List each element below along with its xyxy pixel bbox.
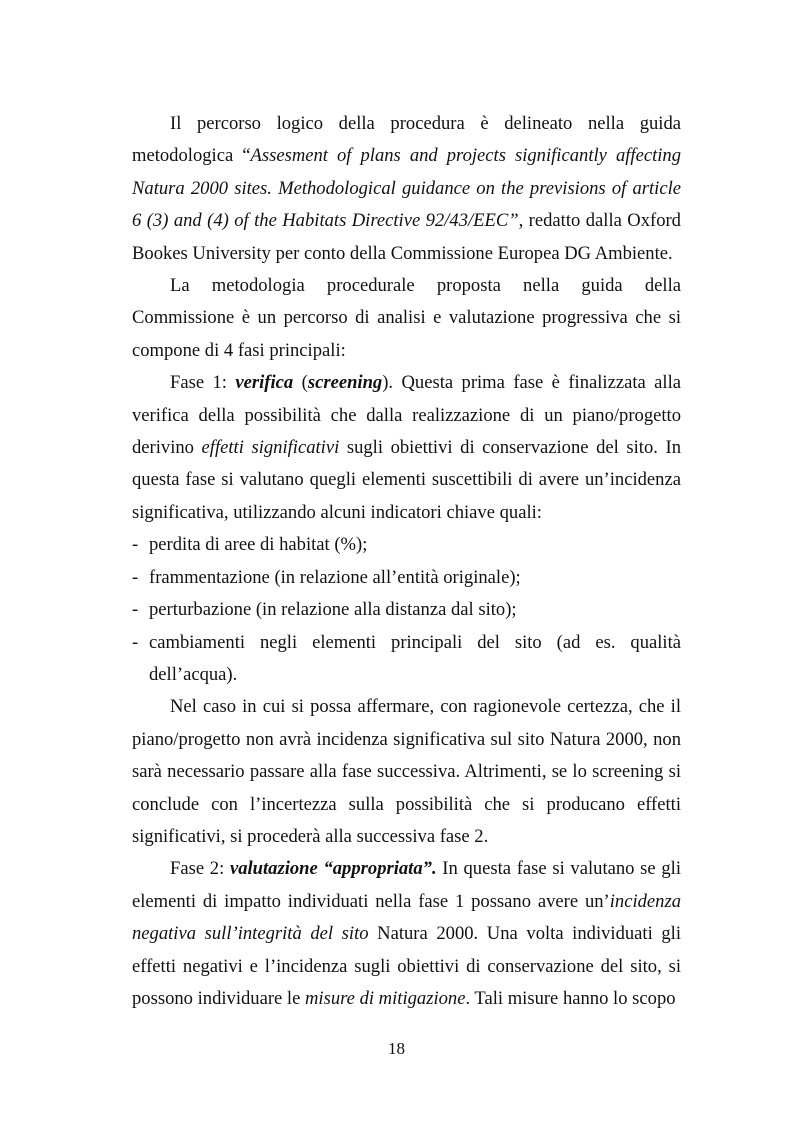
list-item-text: perdita di aree di habitat (%); <box>149 534 368 556</box>
paragraph-text: , redatto dalla Oxford Bookes University per conto della Commissione Europea DG Ambiente. <box>132 210 681 264</box>
list-item-text: cambiamenti negli elementi principali del sito (ad es. qualità dell’acqua). <box>149 631 681 685</box>
list-item-text: frammentazione (in relazione all’entità originale); <box>149 566 521 588</box>
phase-label: Fase 1: <box>170 372 236 394</box>
list-item <box>132 529 681 561</box>
emphasis-term: misure di mitigazione <box>305 987 466 1009</box>
dash-bullet: - <box>132 566 139 588</box>
document-page <box>132 108 681 1015</box>
phase-1-title: verifica <box>235 372 294 394</box>
paragraph-phase-2 <box>132 853 681 1015</box>
phase-2-title: valutazione “appropriata”. <box>229 858 437 880</box>
paragraph-text: ( <box>293 372 308 394</box>
list-item <box>132 627 681 692</box>
paragraph-phase-1 <box>132 367 681 529</box>
paragraph-screening-outcome <box>132 691 681 853</box>
emphasis-term: incidenza negativa sull’integrità del sito <box>132 890 681 945</box>
guide-title: Assesment of plans and projects significantly affecting Natura 2000 sites. Methodological guidance on the previsions of article 6 (3) and (4) of the Habitats Directive 92/43/EEC” <box>132 145 681 232</box>
list-item-text: perturbazione (in relazione alla distanza dal sito); <box>149 599 517 621</box>
indicator-list <box>132 529 681 691</box>
paragraph-methodology <box>132 270 681 367</box>
list-item <box>132 594 681 626</box>
paragraph-text: La metodologia procedurale proposta nella guida della Commissione è un percorso di analisi e valutazione progressiva che si compone di 4 fasi principali: <box>132 275 681 361</box>
emphasis-term: effetti significativi <box>201 437 340 459</box>
paragraph-text: sugli obiettivi di conservazione del sito. In questa fase si valutano quegli elementi suscettibili di avere un’incidenza significativa, utilizzando alcuni indicatori chiave quali: <box>132 437 681 523</box>
paragraph-methodological-guide <box>132 108 681 270</box>
phase-1-subtitle: screening <box>307 372 383 394</box>
page-number: 18 <box>388 1039 405 1058</box>
paragraph-text: In questa fase si valutano se gli elementi di impatto individuati nella fase 1 possano avere un’ <box>132 858 681 912</box>
paragraph-text: ). Questa prima fase è finalizzata alla verifica della possibilità che dalla realizzazione di un piano/progetto derivino <box>132 372 682 459</box>
dash-bullet: - <box>132 599 139 621</box>
dash-bullet: - <box>132 534 139 556</box>
paragraph-text: Il percorso logico della procedura è delineato nella guida metodologica “ <box>132 113 681 167</box>
dash-bullet: - <box>132 631 139 653</box>
list-item <box>132 562 681 594</box>
phase-label: Fase 2: <box>170 858 230 880</box>
paragraph-text: Natura 2000. Una volta individuati gli effetti negativi e l’incidenza sugli obiettivi di conservazione del sito, si possono individuare le <box>132 923 681 1009</box>
paragraph-text: . Tali misure hanno lo scopo <box>465 987 676 1009</box>
paragraph-text: Nel caso in cui si possa affermare, con ragionevole certezza, che il piano/progetto non avrà incidenza significativa sul sito Natura 2000, non sarà necessario passare alla fase successiva. Altrimenti, se lo screening si conclude con l’incertezza sulla possibilità che si producano effetti significativi, si procederà alla successiva fase 2. <box>132 696 681 847</box>
